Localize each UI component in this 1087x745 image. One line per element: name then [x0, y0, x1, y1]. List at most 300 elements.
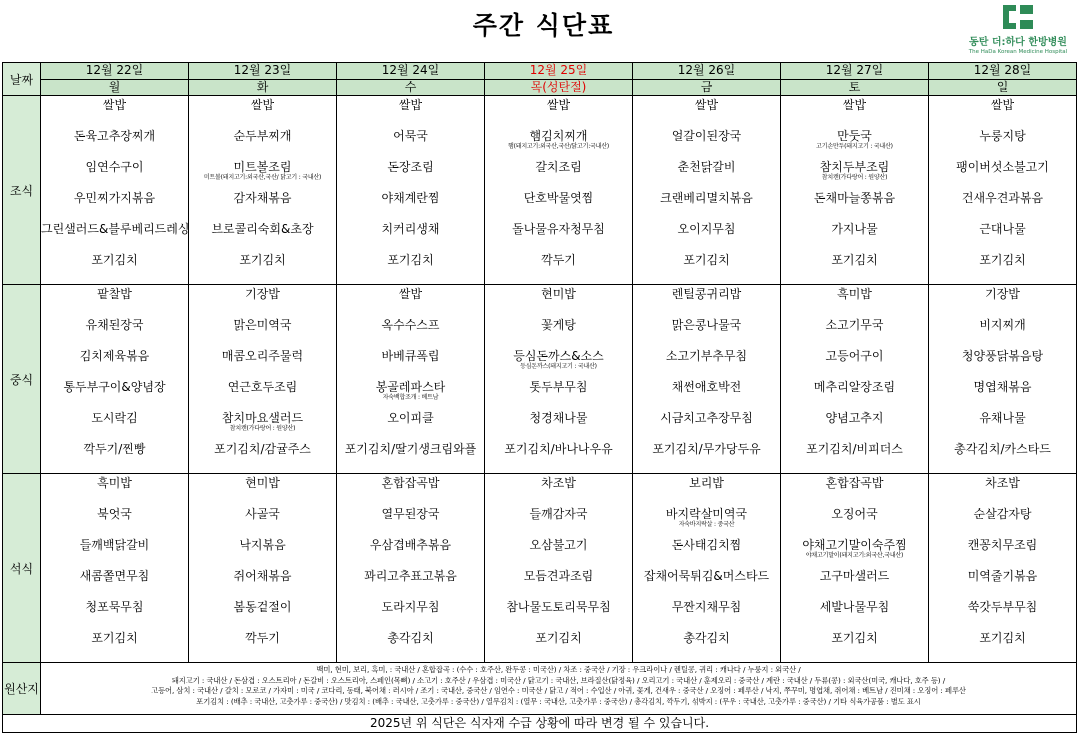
dish-item [633, 318, 780, 349]
dish-name: 돈사태김치찜 [671, 538, 742, 552]
dish-name: 누룽지탕 [979, 129, 1026, 143]
lunch-cell [189, 285, 337, 474]
dish-item [337, 569, 484, 600]
dish-origin-note: 미트볼(돼지고기:외국산,국산/ 닭고기 : 국내산) [203, 174, 322, 181]
dish-item [41, 538, 188, 569]
logo-name: 동탄 더:하다 한방병원 [969, 37, 1067, 48]
dish-name: 기장밥 [985, 287, 1020, 301]
dish-item [485, 631, 632, 662]
dish-name: 톳두부무침 [529, 380, 588, 394]
notice-row [3, 715, 1077, 733]
dish-item [189, 318, 336, 349]
dish-name: 새콤쫄면무침 [79, 569, 150, 583]
dish-item [337, 380, 484, 411]
dish-item [633, 631, 780, 662]
dish-name: 총각김치/카스타드 [954, 442, 1051, 456]
dish-item [929, 191, 1076, 222]
dish-name: 청포묵무침 [85, 600, 144, 614]
dish-name: 돈육고추장찌개 [73, 129, 156, 143]
dish-name: 깍두기 [245, 631, 280, 645]
breakfast-cell [189, 96, 337, 285]
dish-item [189, 600, 336, 631]
dish-name: 포기김치 [831, 631, 878, 645]
dish-name: 치커리생채 [381, 222, 440, 236]
dish-item [781, 476, 928, 507]
day-date: 12월 24일 [337, 63, 485, 80]
dish-item [41, 287, 188, 318]
dish-name: 현미밥 [541, 287, 576, 301]
dish-name: 포기김치/비피더스 [806, 442, 903, 456]
dish-item [189, 191, 336, 222]
dish-item [337, 287, 484, 318]
dish-name: 현미밥 [245, 476, 280, 490]
dish-name: 야채고기말이숙주찜 [802, 538, 907, 552]
dinner-cell [337, 474, 485, 663]
dish-item [929, 253, 1076, 284]
dish-item [781, 318, 928, 349]
dish-name: 건새우견과볶음 [961, 191, 1044, 205]
dish-item [929, 287, 1076, 318]
dish-name: 팥찰밥 [97, 287, 132, 301]
dish-item [485, 349, 632, 380]
dish-name: 햄김치찌개 [529, 129, 588, 143]
day-weekday: 금 [633, 80, 781, 96]
dish-name: 만둣국 [837, 129, 872, 143]
day-weekday: 토 [781, 80, 929, 96]
dish-origin-note: 자숙바지락살 : 중국산 [678, 521, 735, 528]
origin-line: 포기김치 : (배추 : 국내산, 고춧가루 : 중국산) / 맛김치 : (배추 : 국내산, 고춧가루 : 중국산) / 열무김치 : (열무 : 국내산, 고춧가루 : 중국산) / 총각김치, 깍두기, 섞박지 : (무우 : 국내산, 고춧가루 : 중국산) / 기타 식육가공품 : 별도 표시 [196, 696, 921, 706]
lunch-cell [337, 285, 485, 474]
dish-item [337, 191, 484, 222]
dish-origin-note: 야채고기말이(돼지고기:외국산,국내산) [805, 552, 904, 559]
lunch-cell [781, 285, 929, 474]
dish-item [41, 253, 188, 284]
day-weekday-holiday: 목(성탄절) [485, 80, 633, 96]
origin-line: 백미, 현미, 보리, 흑미, : 국내산 / 혼합잡곡 : (수수 : 호주산, 완두콩 : 미국산) / 차조 : 중국산 / 기장 : 우크라이나 / 렌틸콩, 귀리 : 캐나다 / 누룽지 : 외국산 / [316, 665, 801, 674]
dish-origin-note: 등심돈까스(돼지고기 : 국내산) [520, 363, 597, 370]
day-date: 12월 28일 [929, 63, 1077, 80]
dish-name: 우민찌가지볶음 [73, 191, 156, 205]
dish-item [929, 129, 1076, 160]
dish-item [929, 411, 1076, 442]
dish-item [189, 287, 336, 318]
dish-name: 포기김치 [535, 631, 582, 645]
weekday-row [3, 80, 1077, 96]
dish-item [337, 442, 484, 473]
dish-name: 쌀밥 [990, 98, 1015, 112]
dish-name: 가지나물 [831, 222, 878, 236]
dish-item [189, 129, 336, 160]
dish-item [485, 287, 632, 318]
dish-item [485, 129, 632, 160]
dish-name: 맑은미역국 [233, 318, 292, 332]
dish-item [189, 631, 336, 662]
dish-item [781, 287, 928, 318]
dish-item [633, 129, 780, 160]
dish-name: 들깨감자국 [529, 507, 588, 521]
breakfast-cell [633, 96, 781, 285]
dish-name: 포기김치 [979, 631, 1026, 645]
dish-item [189, 538, 336, 569]
dish-name: 참나물도토리묵무침 [506, 600, 611, 614]
dish-name: 야채계란찜 [381, 191, 440, 205]
dish-name: 모듬견과조림 [523, 569, 594, 583]
menu-change-notice: 2025년 위 식단은 식자재 수급 상황에 따라 변경 될 수 있습니다. [3, 715, 1077, 733]
dish-item [929, 349, 1076, 380]
dish-name: 깍두기 [541, 253, 576, 267]
day-weekday: 일 [929, 80, 1077, 96]
dish-name: 크랜베리멸치볶음 [660, 191, 753, 205]
dish-item [781, 507, 928, 538]
day-date: 12월 22일 [41, 63, 189, 80]
dish-name: 꽃게탕 [541, 318, 576, 332]
dish-item [337, 411, 484, 442]
dish-name: 깍두기/찐빵 [83, 442, 146, 456]
breakfast-row [3, 96, 1077, 285]
dish-item [633, 507, 780, 538]
page-title: 주간 식단표 [472, 11, 615, 40]
dish-name: 포기김치/무가당두유 [652, 442, 761, 456]
dish-item [633, 160, 780, 191]
dish-name: 캔꽁치무조림 [967, 538, 1038, 552]
dish-name: 오징어국 [831, 507, 878, 521]
dish-name: 사골국 [245, 507, 280, 521]
dish-origin-note: 햄(돼지고기:외국산,국산/닭고기:국내산) [508, 143, 609, 150]
dish-name: 근대나물 [979, 222, 1026, 236]
dish-name: 비지찌개 [979, 318, 1026, 332]
dish-item [781, 98, 928, 129]
dish-item [41, 631, 188, 662]
dish-name: 쌀밥 [398, 98, 423, 112]
dish-name: 맑은콩나물국 [671, 318, 742, 332]
dish-name: 통두부구이&양념장 [63, 380, 166, 394]
day-date: 12월 27일 [781, 63, 929, 80]
dish-item [41, 318, 188, 349]
dish-name: 포기김치 [683, 253, 730, 267]
lunch-cell [633, 285, 781, 474]
dish-item [929, 569, 1076, 600]
breakfast-cell [41, 96, 189, 285]
dish-item [929, 442, 1076, 473]
dish-name: 명엽채볶음 [973, 380, 1032, 394]
dish-item [337, 631, 484, 662]
dish-name: 브로콜리숙회&초장 [211, 222, 314, 236]
origin-label: 원산지 [3, 663, 41, 715]
dish-item [781, 129, 928, 160]
dish-item [189, 222, 336, 253]
dish-name: 얼갈이된장국 [671, 129, 742, 143]
dish-name: 들깨백닭갈비 [79, 538, 150, 552]
dish-item [485, 222, 632, 253]
dish-name: 포기김치/딸기생크림와플 [344, 442, 477, 456]
dish-item [41, 129, 188, 160]
dish-name: 낙지볶음 [239, 538, 286, 552]
dish-name: 열무된장국 [381, 507, 440, 521]
dish-item [337, 476, 484, 507]
dinner-cell [41, 474, 189, 663]
dish-item [633, 476, 780, 507]
dish-name: 오삼불고기 [529, 538, 588, 552]
dinner-cell [781, 474, 929, 663]
dinner-cell [929, 474, 1077, 663]
dish-name: 순두부찌개 [233, 129, 292, 143]
dish-name: 우삼겹배추볶음 [369, 538, 452, 552]
dish-item [485, 538, 632, 569]
dish-item [337, 129, 484, 160]
dish-item [929, 160, 1076, 191]
dish-item [781, 349, 928, 380]
dish-item [485, 380, 632, 411]
dish-item [189, 569, 336, 600]
origin-info [41, 663, 1077, 715]
dish-name: 보리밥 [689, 476, 724, 490]
dish-item [633, 349, 780, 380]
dish-item [189, 253, 336, 284]
dish-name: 청경채나물 [529, 411, 588, 425]
dish-name: 채썬애호박전 [671, 380, 742, 394]
dish-item [189, 476, 336, 507]
dish-item [337, 318, 484, 349]
dish-name: 춘천닭갈비 [677, 160, 736, 174]
breakfast-label: 조식 [3, 96, 41, 285]
dish-item [781, 569, 928, 600]
dish-item [485, 476, 632, 507]
dish-item [189, 507, 336, 538]
dish-name: 차조밥 [541, 476, 576, 490]
dish-name: 포기김치 [91, 253, 138, 267]
breakfast-cell [337, 96, 485, 285]
dish-name: 쌀밥 [102, 98, 127, 112]
dish-item [41, 349, 188, 380]
dish-name: 렌틸콩귀리밥 [671, 287, 742, 301]
dish-name: 등심돈까스&소스 [513, 349, 604, 363]
dish-name: 총각김치 [683, 631, 730, 645]
dish-item [781, 160, 928, 191]
dinner-cell [633, 474, 781, 663]
dish-item [929, 507, 1076, 538]
dish-item [633, 442, 780, 473]
lunch-label: 중식 [3, 285, 41, 474]
dish-name: 연근호두조림 [227, 380, 298, 394]
weekly-menu-table [2, 62, 1077, 733]
dish-name: 무짠지채무침 [671, 600, 742, 614]
dish-origin-note: 고기손만두(돼지고기 : 국내산) [816, 143, 893, 150]
breakfast-cell [485, 96, 633, 285]
dish-origin-note: 참치캔(가다랑어 : 원양산) [229, 425, 296, 432]
dish-name: 유채나물 [979, 411, 1026, 425]
dish-name: 포기김치 [91, 631, 138, 645]
day-weekday: 수 [337, 80, 485, 96]
dish-name: 그린샐러드&블루베리드레싱 [41, 222, 190, 236]
dish-item [781, 538, 928, 569]
dish-name: 기장밥 [245, 287, 280, 301]
dish-name: 포기김치/바나나우유 [504, 442, 613, 456]
origin-line: 고등어, 삼치 : 국내산 / 갈치 : 모로코 / 가자미 : 미국 / 코다리, 동태, 북어채 : 러시아 / 조기 : 국내산, 중국산 / 임연수 : 미국산 / 닭고 / 적어 : 수입산 / 아귀, 꽃게, 건새우 : 중국산 / 오징어 : 페루산 / 낙지, 쭈꾸미, 명엽채, 쥐어채 : 베트남 / 진미채 : 오징어 : 페루산 [151, 686, 966, 695]
dish-name: 청양풍닭볶음탕 [961, 349, 1044, 363]
dish-name: 참치마요샐러드 [221, 411, 304, 425]
dish-item [189, 98, 336, 129]
dish-name: 쑥갓두부무침 [967, 600, 1038, 614]
dish-item [929, 476, 1076, 507]
dish-name: 차조밥 [985, 476, 1020, 490]
dish-name: 돈장조림 [387, 160, 434, 174]
dish-item [781, 600, 928, 631]
dish-item [633, 380, 780, 411]
dish-name: 참치두부조림 [819, 160, 890, 174]
dish-name: 포기김치 [979, 253, 1026, 267]
dish-item [337, 160, 484, 191]
dish-item [781, 411, 928, 442]
dish-name: 쌀밥 [250, 98, 275, 112]
dish-item [485, 98, 632, 129]
dish-name: 포기김치 [239, 253, 286, 267]
lunch-cell [485, 285, 633, 474]
dish-name: 팽이버섯소불고기 [956, 160, 1049, 174]
breakfast-cell [929, 96, 1077, 285]
day-date: 12월 23일 [189, 63, 337, 80]
dish-name: 흑미밥 [97, 476, 132, 490]
dish-name: 오이피클 [387, 411, 434, 425]
dish-item [41, 442, 188, 473]
dish-item [485, 411, 632, 442]
dish-item [633, 287, 780, 318]
day-date: 12월 26일 [633, 63, 781, 80]
dish-item [485, 507, 632, 538]
dish-item [633, 98, 780, 129]
dish-item [485, 253, 632, 284]
day-weekday: 화 [189, 80, 337, 96]
dish-item [337, 222, 484, 253]
dish-name: 혼합잡곡밥 [381, 476, 440, 490]
dish-item [781, 222, 928, 253]
dish-name: 꽈리고추표고볶음 [364, 569, 457, 583]
dish-name: 도라지무침 [381, 600, 440, 614]
dish-item [337, 98, 484, 129]
dish-item [41, 160, 188, 191]
dish-item [189, 349, 336, 380]
dinner-row [3, 474, 1077, 663]
dinner-cell [485, 474, 633, 663]
dish-name: 잡채어묵튀김&머스타드 [643, 569, 770, 583]
dish-item [41, 411, 188, 442]
date-row [3, 63, 1077, 80]
dish-name: 봉골레파스타 [375, 380, 446, 394]
dish-item [929, 380, 1076, 411]
dish-name: 쌀밥 [398, 287, 423, 301]
dish-name: 쥐어채볶음 [233, 569, 292, 583]
dish-item [929, 222, 1076, 253]
dish-name: 시금치고추장무침 [660, 411, 753, 425]
dish-name: 임연수구이 [85, 160, 144, 174]
dish-name: 감자채볶음 [233, 191, 292, 205]
dish-name: 돈채마늘쫑볶음 [813, 191, 896, 205]
day-date-holiday: 12월 25일 [485, 63, 633, 80]
dish-item [337, 600, 484, 631]
dish-item [337, 253, 484, 284]
dish-name: 단호박물엿찜 [523, 191, 594, 205]
dish-name: 옥수수스프 [381, 318, 440, 332]
dish-item [929, 538, 1076, 569]
dish-item [781, 380, 928, 411]
dish-item [781, 253, 928, 284]
dish-item [337, 538, 484, 569]
dish-item [633, 411, 780, 442]
dish-item [929, 631, 1076, 662]
lunch-cell [929, 285, 1077, 474]
dish-item [189, 411, 336, 442]
dish-item [41, 507, 188, 538]
dish-name: 김치제육볶음 [79, 349, 150, 363]
origin-row [3, 663, 1077, 715]
dish-item [633, 253, 780, 284]
dish-name: 흑미밥 [837, 287, 872, 301]
dish-name: 소고기무국 [825, 318, 884, 332]
dish-item [41, 476, 188, 507]
dish-item [633, 600, 780, 631]
lunch-cell [41, 285, 189, 474]
dish-name: 쌀밥 [694, 98, 719, 112]
date-label: 날짜 [3, 63, 41, 96]
dish-item [189, 160, 336, 191]
dish-name: 포기김치/감귤주스 [214, 442, 311, 456]
dish-name: 쌀밥 [546, 98, 571, 112]
dish-item [633, 222, 780, 253]
dish-item [633, 538, 780, 569]
breakfast-cell [781, 96, 929, 285]
dish-name: 고등어구이 [825, 349, 884, 363]
dish-name: 메추리알장조림 [813, 380, 896, 394]
dish-item [485, 160, 632, 191]
dish-name: 북엇국 [97, 507, 132, 521]
dish-name: 고구마샐러드 [819, 569, 890, 583]
dish-name: 유채된장국 [85, 318, 144, 332]
dish-name: 소고기부추무침 [665, 349, 748, 363]
dish-name: 오이지무침 [677, 222, 736, 236]
origin-line: 돼지고기 : 국내산 / 돈삼겹 : 오스트리아 / 돈갈비 : 오스트리아, 스페인(목뼈) / 소고기 : 호주산 / 우삼겹 : 미국산 / 닭고기 : 국내산, 브라질산(닭정육) / 오리고기 : 국내산 / 훈제오리 : 중국산 / 계란 : 국내산 / 두류(콩) : 외국산(미국, 캐나다, 호주 등) / [171, 675, 946, 685]
dish-item [633, 191, 780, 222]
dish-name: 순살감자탕 [973, 507, 1032, 521]
dish-item [41, 569, 188, 600]
dish-name: 봄동겉절이 [233, 600, 292, 614]
dish-name: 혼합잡곡밥 [825, 476, 884, 490]
dish-item [781, 442, 928, 473]
dish-name: 돌나물유자청무침 [512, 222, 605, 236]
dish-item [189, 380, 336, 411]
dish-origin-note: 참치캔(가다랑어 : 원양산) [821, 174, 888, 181]
dish-item [41, 380, 188, 411]
dish-item [41, 98, 188, 129]
day-weekday: 월 [41, 80, 189, 96]
dish-name: 바베큐폭립 [381, 349, 440, 363]
dish-item [929, 600, 1076, 631]
logo-subtitle: The HaDa Korean Medicine Hospital [968, 49, 1068, 55]
dish-item [337, 507, 484, 538]
dish-name: 도시락김 [91, 411, 138, 425]
dinner-cell [189, 474, 337, 663]
dish-item [485, 600, 632, 631]
dish-item [485, 191, 632, 222]
dish-item [337, 349, 484, 380]
dish-name: 총각김치 [387, 631, 434, 645]
dish-item [633, 569, 780, 600]
dish-name: 포기김치 [831, 253, 878, 267]
dish-name: 갈치조림 [535, 160, 582, 174]
dish-origin-note: 자숙백합조개 : 베트남 [382, 394, 439, 401]
dish-item [189, 442, 336, 473]
dish-name: 매콤오리주물럭 [221, 349, 304, 363]
dish-item [485, 442, 632, 473]
dish-name: 세발나물무침 [819, 600, 890, 614]
